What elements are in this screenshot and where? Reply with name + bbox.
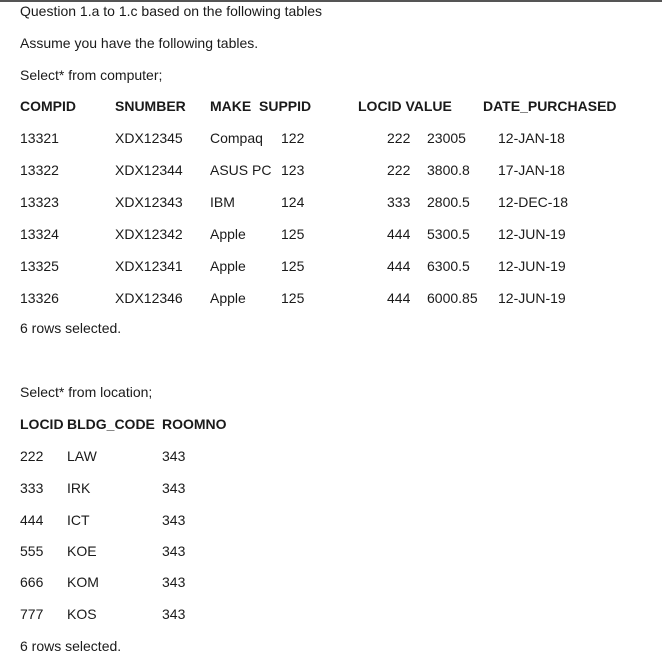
locid-cell: 222: [20, 448, 44, 464]
bldg-cell: KOM: [67, 574, 99, 590]
roomno-cell: 343: [162, 574, 186, 590]
compid-cell: 13324: [20, 226, 59, 242]
make-cell: Compaq: [210, 130, 263, 146]
locid-cell: 444: [20, 512, 44, 528]
header-bldg-code: BLDG_CODE: [67, 416, 155, 432]
header-snumber: SNUMBER: [115, 98, 186, 114]
bldg-cell: KOE: [67, 543, 97, 559]
compid-cell: 13321: [20, 130, 59, 146]
make-cell: IBM: [210, 194, 235, 210]
snumber-cell: XDX12341: [115, 258, 183, 274]
snumber-cell: XDX12343: [115, 194, 183, 210]
date-cell: 12-JAN-18: [498, 130, 565, 146]
make-cell: Apple: [210, 226, 246, 242]
date-cell: 12-JUN-19: [498, 290, 566, 306]
location-query: Select* from location;: [20, 384, 153, 400]
location-rows-footer: 6 rows selected.: [20, 638, 122, 654]
locid-cell: 444: [387, 290, 411, 306]
roomno-cell: 343: [162, 543, 186, 559]
date-cell: 12-JUN-19: [498, 258, 566, 274]
compid-cell: 13322: [20, 162, 59, 178]
roomno-cell: 343: [162, 480, 186, 496]
make-cell: Apple: [210, 290, 246, 306]
value-cell: 3800.8: [427, 162, 470, 178]
make-cell: ASUS PC: [210, 162, 272, 178]
suppid-cell: 123: [281, 162, 305, 178]
bldg-cell: KOS: [67, 606, 97, 622]
snumber-cell: XDX12346: [115, 290, 183, 306]
header-date-purchased: DATE_PURCHASED: [483, 98, 617, 114]
locid-cell: 555: [20, 543, 44, 559]
compid-cell: 13323: [20, 194, 59, 210]
make-cell: Apple: [210, 258, 246, 274]
date-cell: 17-JAN-18: [498, 162, 565, 178]
value-cell: 2800.5: [427, 194, 470, 210]
snumber-cell: XDX12344: [115, 162, 183, 178]
suppid-cell: 125: [281, 226, 305, 242]
roomno-cell: 343: [162, 606, 186, 622]
header-locid: LOCID: [20, 416, 64, 432]
computer-query: Select* from computer;: [20, 67, 163, 83]
bldg-cell: LAW: [67, 448, 97, 464]
suppid-cell: 125: [281, 258, 305, 274]
header-make-suppid: MAKE SUPPID: [210, 98, 312, 114]
computer-rows-footer: 6 rows selected.: [20, 320, 122, 336]
value-cell: 5300.5: [427, 226, 470, 242]
roomno-cell: 343: [162, 512, 186, 528]
locid-cell: 666: [20, 574, 44, 590]
compid-cell: 13326: [20, 290, 59, 306]
locid-cell: 777: [20, 606, 44, 622]
locid-cell: 222: [387, 130, 411, 146]
header-locid-value: LOCID VALUE: [358, 98, 452, 114]
roomno-cell: 343: [162, 448, 186, 464]
compid-cell: 13325: [20, 258, 59, 274]
bldg-cell: ICT: [67, 512, 90, 528]
date-cell: 12-DEC-18: [498, 194, 569, 210]
question-heading: Question 1.a to 1.c based on the following tables: [20, 3, 322, 19]
locid-cell: 333: [387, 194, 411, 210]
snumber-cell: XDX12345: [115, 130, 183, 146]
header-roomno: ROOMNO: [162, 416, 227, 432]
value-cell: 6300.5: [427, 258, 470, 274]
date-cell: 12-JUN-19: [498, 226, 566, 242]
value-cell: 23005: [427, 130, 466, 146]
suppid-cell: 125: [281, 290, 305, 306]
header-compid: COMPID: [20, 98, 76, 114]
locid-cell: 444: [387, 226, 411, 242]
intro-text: Assume you have the following tables.: [20, 35, 259, 51]
suppid-cell: 122: [281, 130, 305, 146]
bldg-cell: IRK: [67, 480, 91, 496]
locid-cell: 444: [387, 258, 411, 274]
snumber-cell: XDX12342: [115, 226, 183, 242]
suppid-cell: 124: [281, 194, 305, 210]
value-cell: 6000.85: [427, 290, 478, 306]
locid-cell: 222: [387, 162, 411, 178]
locid-cell: 333: [20, 480, 44, 496]
